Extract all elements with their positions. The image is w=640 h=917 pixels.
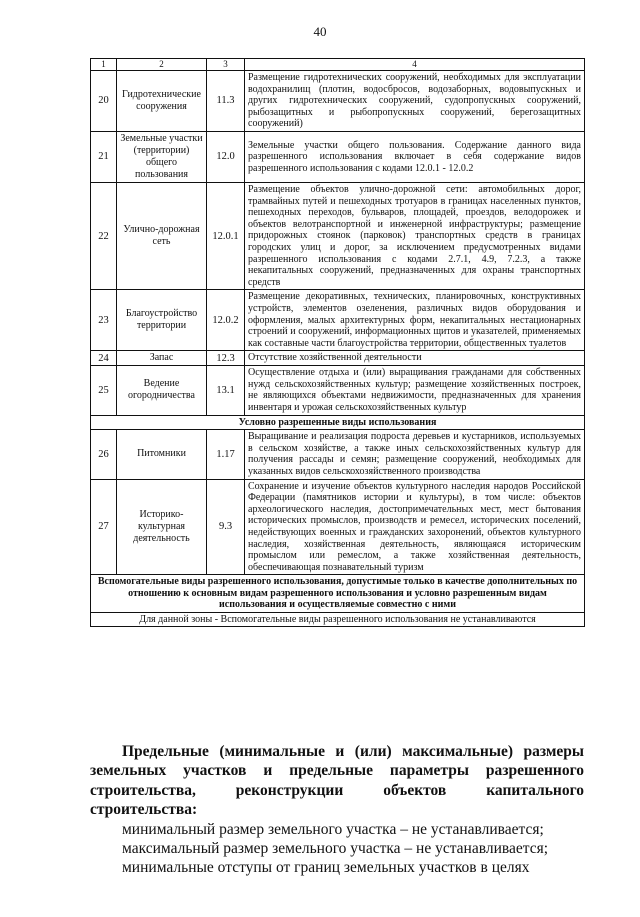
column-header: 4 [245, 59, 585, 71]
row-number: 20 [91, 71, 117, 132]
min-area-line: минимальный размер земельного участка – не устанавливается; [122, 820, 544, 838]
use-type-name: Гидротехнические сооружения [117, 71, 207, 132]
column-header: 1 [91, 59, 117, 71]
conditional-uses-heading: Условно разрешенные виды использования [91, 415, 585, 430]
use-type-name: Ведение огородничества [117, 366, 207, 415]
row-number: 24 [91, 351, 117, 366]
auxiliary-uses-note: Для данной зоны - Вспомогательные виды разрешенного использования не устанавливаются [91, 612, 585, 627]
use-type-description: Отсутствие хозяйственной деятельности [245, 351, 585, 366]
use-type-code: 12.3 [207, 351, 245, 366]
use-type-name: Запас [117, 351, 207, 366]
table-row [91, 430, 585, 479]
use-type-description: Размещение объектов улично-дорожной сети: автомобильных дорог, трамвайных путей и пешеходных тротуаров в границах населенных пунктов, пешеходных переходов, бульваров, площадей, проездов, велодорожек и объектов велотранспортной и инженерной инфраструктуры; размещение придорожных стоянок (парковок) транспортных средств в границах городских улиц и дорог, за исключением предусмотренных видами разрешенного использования с кодами 2.7.1, 4.9, 7.2.3, а также некапитальных сооружений, предназначенных для охраны транспортных средств [245, 182, 585, 289]
row-number: 27 [91, 479, 117, 575]
table-row [91, 351, 585, 366]
body-text [90, 742, 584, 878]
page-number: 40 [313, 24, 327, 39]
setbacks-line: минимальные отступы от границ земельных участков в целях [122, 859, 530, 877]
table-row [91, 290, 585, 351]
row-number: 25 [91, 366, 117, 415]
table-row [91, 71, 585, 132]
table-row [91, 131, 585, 182]
use-type-description: Сохранение и изучение объектов культурного наследия народов Российской Федерации (памятников истории и культуры), в том числе: объектов археологического наследия, достопримечательных мест, мест бытования исторических промыслов, производств и ремесел, исторических поселений, недействующих военных и гражданских захоронений, объектов культурного наследия, хозяйственная деятельность, являющаяся историческим промыслом или ремеслом, а также хозяйственная деятельность, обеспечивающая познавательный туризм [245, 479, 585, 575]
use-type-name: Улично-дорожная сеть [117, 182, 207, 289]
use-type-name: Питомники [117, 430, 207, 479]
use-type-code: 12.0 [207, 131, 245, 182]
use-type-description: Выращивание и реализация подроста деревьев и кустарников, используемых в сельском хозяйстве, а также иных сельскохозяйственных культур для получения рассады и семян; размещение сооружений, необходимых для указанных видов сельскохозяйственного производства [245, 430, 585, 479]
parameters-heading: Предельные (минимальные и (или) максимальные) размеры земельных участков и предельные параметры разрешенного строительства, реконструкции объектов капитального строительства: [90, 743, 584, 819]
use-type-description: Осуществление отдыха и (или) выращивания гражданами для собственных нужд сельскохозяйственных культур; размещение хозяйственных построек, не являющихся объектами недвижимости, предназначенных для хранения инвентаря и урожая сельскохозяйственных культур [245, 366, 585, 415]
section-row [91, 415, 585, 430]
use-type-code: 12.0.1 [207, 182, 245, 289]
row-number: 22 [91, 182, 117, 289]
table-row [91, 479, 585, 575]
use-type-name: Земельные участки (территории) общего пользования [117, 131, 207, 182]
use-type-code: 1.17 [207, 430, 245, 479]
table-row [91, 366, 585, 415]
auxiliary-uses-heading: Вспомогательные виды разрешенного использования, допустимые только в качестве дополнительных по отношению к основным видам разрешенного использования и условно разрешенным видам использования и осуществляемые совместно с ними [91, 575, 585, 613]
use-type-code: 9.3 [207, 479, 245, 575]
use-type-description: Размещение декоративных, технических, планировочных, конструктивных устройств, элементов озеленения, различных видов оборудования и оформления, малых архитектурных форм, некапитальных нестационарных строений и сооружений, информационных щитов и указателей, применяемых как составные части благоустройства территории, общественных туалетов [245, 290, 585, 351]
column-header: 2 [117, 59, 207, 71]
land-use-table [90, 58, 585, 627]
table-header-row [91, 59, 585, 71]
use-type-name: Историко-культурная деятельность [117, 479, 207, 575]
row-number: 23 [91, 290, 117, 351]
use-type-code: 13.1 [207, 366, 245, 415]
row-number: 26 [91, 430, 117, 479]
note-row [91, 612, 585, 627]
use-type-name: Благоустройство территории [117, 290, 207, 351]
use-type-code: 11.3 [207, 71, 245, 132]
use-type-description: Размещение гидротехнических сооружений, необходимых для эксплуатации водохранилищ (плотин, водосбросов, водозаборных, водовыпускных и других гидротехнических сооружений, судопропускных сооружений, рыбозащитных и рыбопропускных сооружений, берегозащитных сооружений) [245, 71, 585, 132]
max-area-line: максимальный размер земельного участка – не устанавливается; [122, 840, 549, 858]
column-header: 3 [207, 59, 245, 71]
use-type-description: Земельные участки общего пользования. Содержание данного вида разрешенного использования включает в себя содержание видов разрешенного использования с кодами 12.0.1 - 12.0.2 [245, 131, 585, 182]
table-row [91, 182, 585, 289]
use-type-code: 12.0.2 [207, 290, 245, 351]
row-number: 21 [91, 131, 117, 182]
section-row [91, 575, 585, 613]
